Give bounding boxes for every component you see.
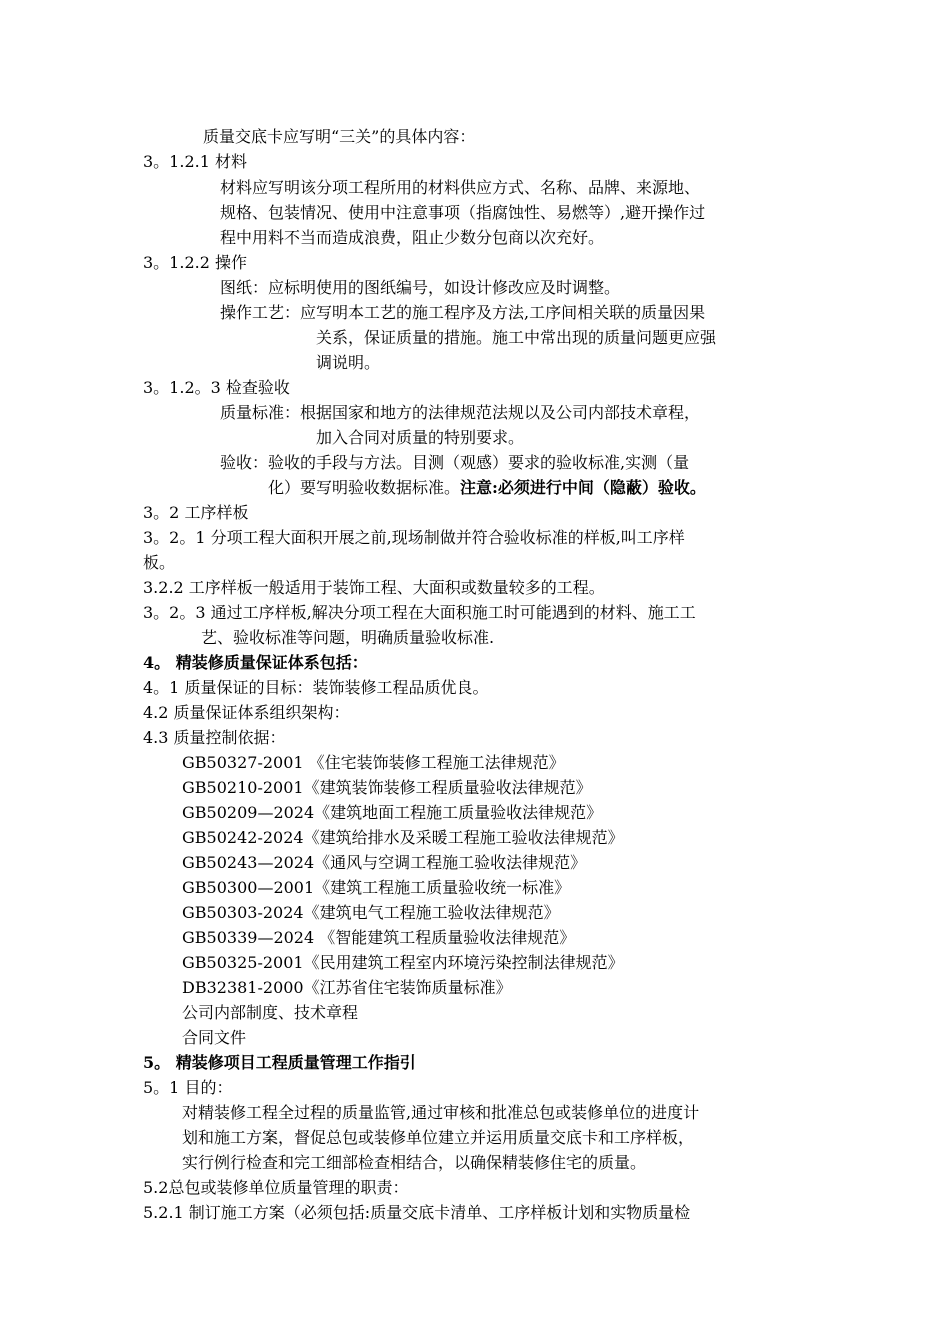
standard-item: DB32381-2000《江苏省住宅装饰质量标准》 (182, 978, 512, 997)
text-line: 4.3 质量控制依据： (143, 728, 286, 747)
standard-item: GB50242-2024《建筑给排水及采暖工程施工验收法律规范》 (182, 828, 624, 847)
section-heading: 3。1.2.2 操作 (143, 253, 247, 272)
standard-item: GB50209—2024《建筑地面工程施工质量验收法律规范》 (182, 803, 603, 822)
standard-item: GB50243—2024《通风与空调工程施工验收法律规范》 (182, 853, 587, 872)
section-heading: 3。1.2.1 材料 (143, 152, 247, 171)
text-line: 验收：验收的手段与方法。目测（观感）要求的验收标准,实测（量 (220, 453, 690, 472)
text-line: 3.2.2 工序样板一般适用于装饰工程、大面积或数量较多的工程。 (143, 578, 605, 597)
standard-item: 合同文件 (182, 1028, 247, 1047)
standard-item: GB50300—2001《建筑工程施工质量验收统一标准》 (182, 878, 571, 897)
text-line: 划和施工方案，督促总包或装修单位建立并运用质量交底卡和工序样板， (182, 1128, 695, 1147)
text-line: 板。 (143, 553, 176, 572)
text-line (268, 478, 706, 498)
text-line: 3。2。1 分项工程大面积开展之前,现场制做并符合验收标准的样板,叫工序样 (143, 528, 685, 547)
section-heading: 3。2 工序样板 (143, 503, 249, 522)
text-line: 艺、验收标准等问题，明确质量验收标准. (201, 628, 495, 647)
text-line: 加入合同对质量的特别要求。 (316, 428, 525, 447)
text-line: 图纸：应标明使用的图纸编号，如设计修改应及时调整。 (220, 278, 621, 297)
standard-item: GB50303-2024《建筑电气工程施工验收法律规范》 (182, 903, 560, 922)
text-line: 操作工艺：应写明本工艺的施工程序及方法,工序间相关联的质量因果 (220, 303, 706, 322)
section-heading: 5。 精装修项目工程质量管理工作指引 (143, 1053, 416, 1072)
text-line: 4.2 质量保证体系组织架构： (143, 703, 350, 722)
text-line: 调说明。 (316, 353, 381, 372)
text-segment: 化）要写明验收数据标准。 (268, 478, 461, 497)
text-line: 关系，保证质量的措施。施工中常出现的质量问题更应强 (316, 328, 717, 347)
text-line: 质量交底卡应写明“三关”的具体内容： (203, 127, 476, 146)
text-line: 4。1 质量保证的目标：装饰装修工程品质优良。 (143, 678, 489, 697)
standard-item: GB50325-2001《民用建筑工程室内环境污染控制法律规范》 (182, 953, 624, 972)
section-heading: 3。1.2。3 检查验收 (143, 378, 290, 397)
text-line: 质量标准：根据国家和地方的法律规范法规以及公司内部技术章程， (220, 403, 701, 422)
section-heading: 4。 精装修质量保证体系包括： (143, 653, 368, 672)
text-line: 5.2总包或装修单位质量管理的职责： (143, 1178, 409, 1197)
text-line: 实行例行检查和完工细部检查相结合，以确保精装修住宅的质量。 (182, 1153, 647, 1172)
bold-note: 注意:必须进行中间（隐蔽）验收。 (460, 478, 706, 497)
standard-item: GB50339—2024 《智能建筑工程质量验收法律规范》 (182, 928, 576, 947)
text-line: 材料应写明该分项工程所用的材料供应方式、名称、品牌、来源地、 (220, 178, 701, 197)
text-line: 规格、包装情况、使用中注意事项（指腐蚀性、易燃等）,避开操作过 (220, 203, 706, 222)
text-line: 对精装修工程全过程的质量监管,通过审核和批准总包或装修单位的进度计 (182, 1103, 700, 1122)
text-line: 5.2.1 制订施工方案（必须包括:质量交底卡清单、工序样板计划和实物质量检 (143, 1203, 691, 1222)
text-line: 程中用料不当而造成浪费，阻止少数分包商以次充好。 (220, 228, 605, 247)
standard-item: GB50210-2001《建筑装饰装修工程质量验收法律规范》 (182, 778, 592, 797)
standard-item: 公司内部制度、技术章程 (182, 1003, 359, 1022)
text-line: 3。2。3 通过工序样板,解决分项工程在大面积施工时可能遇到的材料、施工工 (143, 603, 696, 622)
text-line: 5。1 目的： (143, 1078, 233, 1097)
standard-item: GB50327-2001 《住宅装饰装修工程施工法律规范》 (182, 753, 565, 772)
